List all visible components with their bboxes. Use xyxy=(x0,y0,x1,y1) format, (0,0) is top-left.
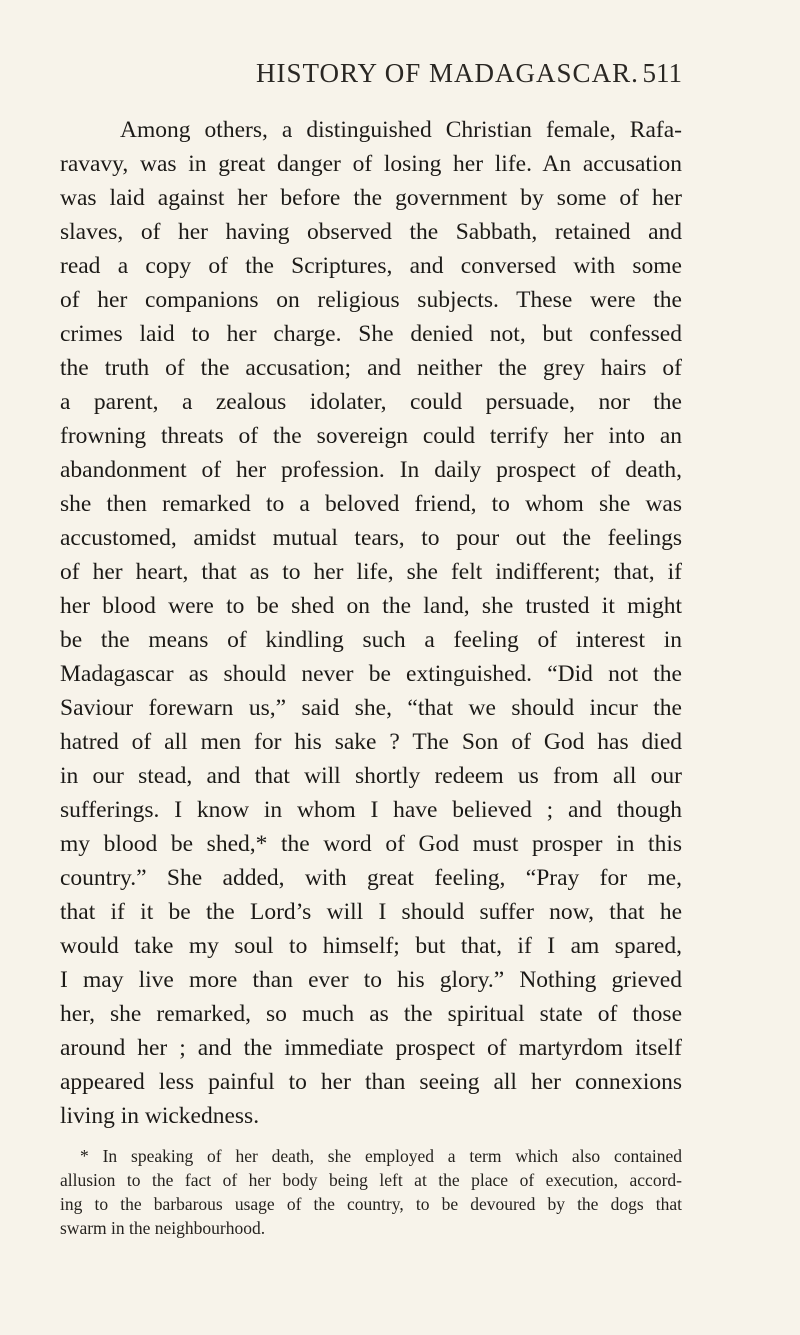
footnote xyxy=(60,1144,682,1240)
text-line: her, she remarked, so much as the spiritual state of those xyxy=(60,1001,682,1027)
text-line: of her companions on religious subjects. These were the xyxy=(60,287,682,313)
text-line: of her heart, that as to her life, she felt indifferent; that, if xyxy=(60,559,682,585)
text-line: hatred of all men for his sake ? The Son of God has died xyxy=(60,729,682,755)
text-line: she then remarked to a beloved friend, to whom she was xyxy=(60,491,682,517)
text-line: read a copy of the Scriptures, and conversed with some xyxy=(60,253,682,279)
text-line: I may live more than ever to his glory.” Nothing grieved xyxy=(60,967,682,993)
text-line: Saviour forewarn us,” said she, “that we should incur the xyxy=(60,695,682,721)
text-line: her blood were to be shed on the land, she trusted it might xyxy=(60,593,682,619)
text-line: Madagascar as should never be extinguished. “Did not the xyxy=(60,661,682,687)
text-line: living in wickedness. xyxy=(60,1103,260,1129)
text-line: accustomed, amidst mutual tears, to pour out the feelings xyxy=(60,525,682,551)
footnote-line: swarm in the neighbourhood. xyxy=(60,1218,266,1238)
text-line: be the means of kindling such a feeling of interest in xyxy=(60,627,682,653)
text-line: Among others, a distinguished Christian female, Rafa- xyxy=(120,117,682,143)
text-line: around her ; and the immediate prospect of martyrdom itself xyxy=(60,1035,682,1061)
text-line: crimes laid to her charge. She denied not, but confessed xyxy=(60,321,682,347)
text-line: abandonment of her profession. In daily prospect of death, xyxy=(60,457,682,483)
page-number: 511 xyxy=(642,58,682,88)
text-line: frowning threats of the sovereign could terrify her into an xyxy=(60,423,682,449)
footnote-line: ing to the barbarous usage of the country, to be devoured by the dogs that xyxy=(60,1194,682,1214)
footnote-line: allusion to the fact of her body being left at the place of execution, accord- xyxy=(60,1170,682,1190)
text-line: sufferings. I know in whom I have believed ; and though xyxy=(60,797,682,823)
text-line: was laid against her before the government by some of her xyxy=(60,185,682,211)
running-title: HISTORY OF MADAGASCAR. xyxy=(256,58,639,88)
footnote-line: * In speaking of her death, she employed a term which also contained xyxy=(80,1146,682,1166)
text-line: that if it be the Lord’s will I should suffer now, that he xyxy=(60,899,682,925)
text-line: ravavy, was in great danger of losing her life. An accusation xyxy=(60,151,682,177)
text-line: in our stead, and that will shortly redeem us from all our xyxy=(60,763,682,789)
text-line: the truth of the accusation; and neither the grey hairs of xyxy=(60,355,682,381)
text-line: my blood be shed,* the word of God must prosper in this xyxy=(60,831,682,857)
text-line: slaves, of her having observed the Sabbath, retained and xyxy=(60,219,682,245)
running-header xyxy=(60,58,682,98)
text-line: would take my soul to himself; but that, if I am spared, xyxy=(60,933,682,959)
text-line: country.” She added, with great feeling, “Pray for me, xyxy=(60,865,682,891)
text-line: appeared less painful to her than seeing all her connexions xyxy=(60,1069,682,1095)
main-paragraph xyxy=(60,113,682,1133)
text-line: a parent, a zealous idolater, could persuade, nor the xyxy=(60,389,682,415)
